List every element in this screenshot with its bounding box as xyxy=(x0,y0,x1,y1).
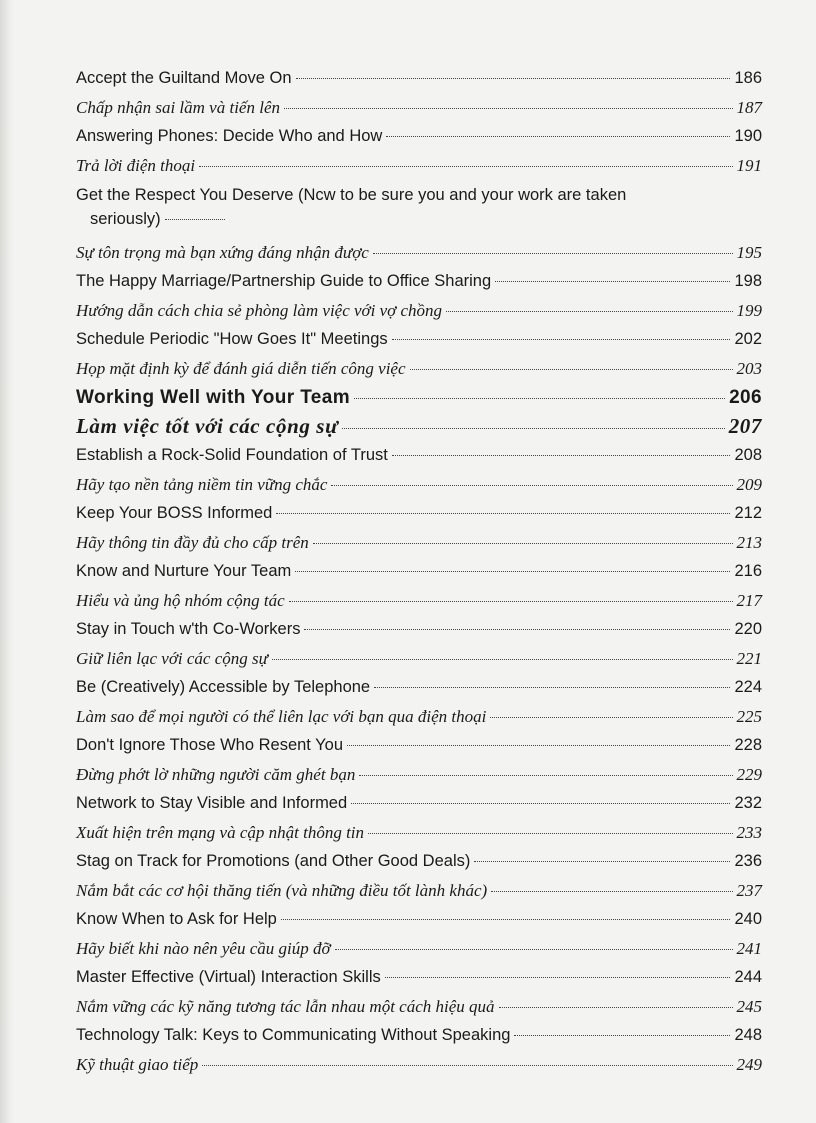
toc-entry-title: Xuất hiện trên mạng và cập nhật thông tin xyxy=(76,823,365,842)
toc-entry-page-number: 233 xyxy=(736,823,762,842)
toc-entry-page-number: 195 xyxy=(736,243,762,262)
dot-leader xyxy=(281,919,731,920)
toc-entry[interactable] xyxy=(76,499,762,528)
dot-leader xyxy=(304,629,730,630)
dot-leader xyxy=(335,949,733,950)
toc-entry-title: Nắm vững các kỹ năng tương tác lẫn nhau một cách hiệu quả xyxy=(76,997,495,1016)
toc-entry-page-number: 213 xyxy=(736,533,762,552)
toc-entry-page-number: 225 xyxy=(736,707,762,726)
dot-leader xyxy=(202,1065,732,1066)
dot-leader xyxy=(295,571,730,572)
toc-entry[interactable] xyxy=(76,93,762,122)
toc-entry[interactable] xyxy=(76,673,762,702)
toc-entry[interactable] xyxy=(76,267,762,296)
dot-leader xyxy=(495,281,730,282)
toc-entry-page-number: 202 xyxy=(734,330,762,348)
toc-entry-title: Master Effective (Virtual) Interaction Skills xyxy=(76,968,381,986)
toc-entry-page-number: 240 xyxy=(734,910,762,928)
dot-leader xyxy=(296,78,731,79)
dot-leader xyxy=(499,1007,733,1008)
toc-entry-title: Làm sao để mọi người có thể liên lạc với bạn qua điện thoại xyxy=(76,707,487,726)
toc-entry[interactable] xyxy=(76,818,762,847)
toc-entry[interactable] xyxy=(76,615,762,644)
dot-leader xyxy=(410,369,733,370)
toc-entry-title: Network to Stay Visible and Informed xyxy=(76,794,348,812)
toc-entry-title: Schedule Periodic "How Goes It" Meetings xyxy=(76,330,388,348)
toc-entry-title: Chấp nhận sai lầm và tiến lên xyxy=(76,98,280,117)
dot-leader xyxy=(347,745,730,746)
toc-entry[interactable] xyxy=(76,1021,762,1050)
toc-entry[interactable] xyxy=(76,760,762,789)
toc-entry[interactable] xyxy=(76,325,762,354)
toc-entry-title: The Happy Marriage/Partnership Guide to Office Sharing xyxy=(76,272,492,290)
toc-entry-respect[interactable] xyxy=(76,180,762,238)
toc-entry-title: Nắm bắt các cơ hội thăng tiến (và những điều tốt lành khác) xyxy=(76,881,488,900)
toc-entry-title: Giữ liên lạc với các cộng sự xyxy=(76,649,268,668)
toc-entry[interactable] xyxy=(76,1050,762,1079)
page-edge-shadow xyxy=(0,0,14,1123)
toc-entry-page-number: 248 xyxy=(734,1026,762,1044)
toc-entry-title: Trả lời điện thoại xyxy=(76,156,196,175)
toc-entry-page-number: 229 xyxy=(736,765,762,784)
toc-entry-title: Đừng phớt lờ những người căm ghét bạn xyxy=(76,765,356,784)
toc-entry[interactable] xyxy=(76,64,762,93)
dot-leader xyxy=(313,543,733,544)
toc-entry-title: Hãy biết khi nào nên yêu cầu giúp đỡ xyxy=(76,939,331,958)
table-of-contents xyxy=(76,64,762,1079)
dot-leader xyxy=(373,253,733,254)
toc-entry-page-number: 207 xyxy=(728,414,762,438)
toc-entry-page-number: 224 xyxy=(734,678,762,696)
toc-entry[interactable] xyxy=(76,847,762,876)
toc-entry-title-line2: seriously) xyxy=(90,210,161,228)
toc-entry[interactable] xyxy=(76,876,762,905)
toc-entry-title: Hãy tạo nền tảng niềm tin vững chắc xyxy=(76,475,328,494)
toc-entry[interactable] xyxy=(76,644,762,673)
toc-entry-page-number: 236 xyxy=(734,852,762,870)
dot-leader xyxy=(359,775,732,776)
toc-entry-title: Stay in Touch w'th Co-Workers xyxy=(76,620,301,638)
toc-entry-title-line1: Get the Respect You Deserve (Ncw to be sure you and your work are taken xyxy=(76,186,627,204)
toc-entry-page-number: 187 xyxy=(736,98,762,117)
toc-entries-after-wrap xyxy=(76,238,762,1079)
dot-leader xyxy=(284,108,733,109)
toc-entry-title: Hãy thông tin đầy đủ cho cấp trên xyxy=(76,533,309,552)
toc-entry-title: Know and Nurture Your Team xyxy=(76,562,292,580)
dot-leader xyxy=(165,219,225,220)
toc-entry[interactable] xyxy=(76,441,762,470)
dot-leader xyxy=(491,891,732,892)
toc-entry[interactable] xyxy=(76,789,762,818)
toc-entry-page-number: 186 xyxy=(734,69,762,87)
toc-entry-page-number: 199 xyxy=(736,301,762,320)
toc-entry-title: Sự tôn trọng mà bạn xứng đáng nhận được xyxy=(76,243,369,262)
toc-entry-page-number: 216 xyxy=(734,562,762,580)
toc-entry-page-number: 232 xyxy=(734,794,762,812)
dot-leader xyxy=(289,601,733,602)
toc-entry-title: Làm việc tốt với các cộng sự xyxy=(76,414,339,438)
dot-leader xyxy=(368,833,732,834)
toc-entry-title: Accept the Guiltand Move On xyxy=(76,69,292,87)
toc-entries-before-wrap xyxy=(76,64,762,180)
toc-entry-title: Stag on Track for Promotions (and Other Good Deals) xyxy=(76,852,471,870)
toc-entry-page-number: 191 xyxy=(736,156,762,175)
dot-leader xyxy=(351,803,730,804)
toc-entry[interactable] xyxy=(76,238,762,267)
dot-leader xyxy=(374,687,730,688)
toc-entry[interactable] xyxy=(76,702,762,731)
toc-entry-page-number: 220 xyxy=(734,620,762,638)
toc-entry-page-number: 249 xyxy=(736,1055,762,1074)
toc-entry-page-number: 241 xyxy=(736,939,762,958)
toc-entry[interactable] xyxy=(76,528,762,557)
toc-entry-page-number: 212 xyxy=(734,504,762,522)
toc-entry-page-number: 198 xyxy=(734,272,762,290)
dot-leader xyxy=(342,428,724,429)
dot-leader xyxy=(392,455,731,456)
dot-leader xyxy=(392,339,731,340)
dot-leader xyxy=(514,1035,730,1036)
toc-entry[interactable] xyxy=(76,470,762,499)
toc-section-heading[interactable] xyxy=(76,383,762,412)
toc-entry-title-line2-row xyxy=(76,207,762,231)
toc-entry-title: Technology Talk: Keys to Communicating Without Speaking xyxy=(76,1026,511,1044)
toc-entry-page-number: 206 xyxy=(729,387,762,408)
toc-entry-title: Họp mặt định kỳ để đánh giá diễn tiến công việc xyxy=(76,359,406,378)
toc-entry-title: Know When to Ask for Help xyxy=(76,910,277,928)
toc-section-heading[interactable] xyxy=(76,412,762,441)
toc-entry-page-number: 228 xyxy=(734,736,762,754)
toc-entry-title: Be (Creatively) Accessible by Telephone xyxy=(76,678,371,696)
dot-leader xyxy=(276,513,730,514)
toc-entry[interactable] xyxy=(76,905,762,934)
toc-entry[interactable] xyxy=(76,122,762,151)
toc-entry-page-number: 244 xyxy=(734,968,762,986)
toc-entry[interactable] xyxy=(76,557,762,586)
toc-entry-title: Working Well with Your Team xyxy=(76,387,351,408)
dot-leader xyxy=(272,659,733,660)
dot-leader xyxy=(331,485,732,486)
toc-entry-page-number: 203 xyxy=(736,359,762,378)
dot-leader xyxy=(474,861,730,862)
dot-leader xyxy=(446,311,732,312)
dot-leader xyxy=(490,717,732,718)
toc-entry[interactable] xyxy=(76,296,762,325)
toc-entry-title: Hướng dẫn cách chia sẻ phòng làm việc với vợ chồng xyxy=(76,301,443,320)
toc-entry[interactable] xyxy=(76,731,762,760)
toc-entry[interactable] xyxy=(76,354,762,383)
toc-entry-title: Keep Your BOSS Informed xyxy=(76,504,273,522)
toc-entry-page-number: 221 xyxy=(736,649,762,668)
dot-leader xyxy=(386,136,730,137)
toc-entry-page-number: 208 xyxy=(734,446,762,464)
dot-leader xyxy=(354,398,725,399)
toc-entry-title: Kỹ thuật giao tiếp xyxy=(76,1055,199,1074)
toc-entry[interactable] xyxy=(76,151,762,180)
toc-entry-title: Answering Phones: Decide Who and How xyxy=(76,127,383,145)
toc-entry-page-number: 190 xyxy=(734,127,762,145)
toc-entry[interactable] xyxy=(76,992,762,1021)
toc-entry-page-number: 237 xyxy=(736,881,762,900)
toc-entry-page-number: 209 xyxy=(736,475,762,494)
dot-leader xyxy=(385,977,731,978)
dot-leader xyxy=(199,166,732,167)
toc-entry[interactable] xyxy=(76,934,762,963)
toc-entry-page-number: 217 xyxy=(736,591,762,610)
toc-entry-title: Don't Ignore Those Who Resent You xyxy=(76,736,344,754)
toc-entry-title: Hiểu và ủng hộ nhóm cộng tác xyxy=(76,591,285,610)
toc-entry[interactable] xyxy=(76,586,762,615)
toc-entry-title: Establish a Rock-Solid Foundation of Trust xyxy=(76,446,388,464)
toc-entry[interactable] xyxy=(76,963,762,992)
toc-entry-page-number: 245 xyxy=(736,997,762,1016)
